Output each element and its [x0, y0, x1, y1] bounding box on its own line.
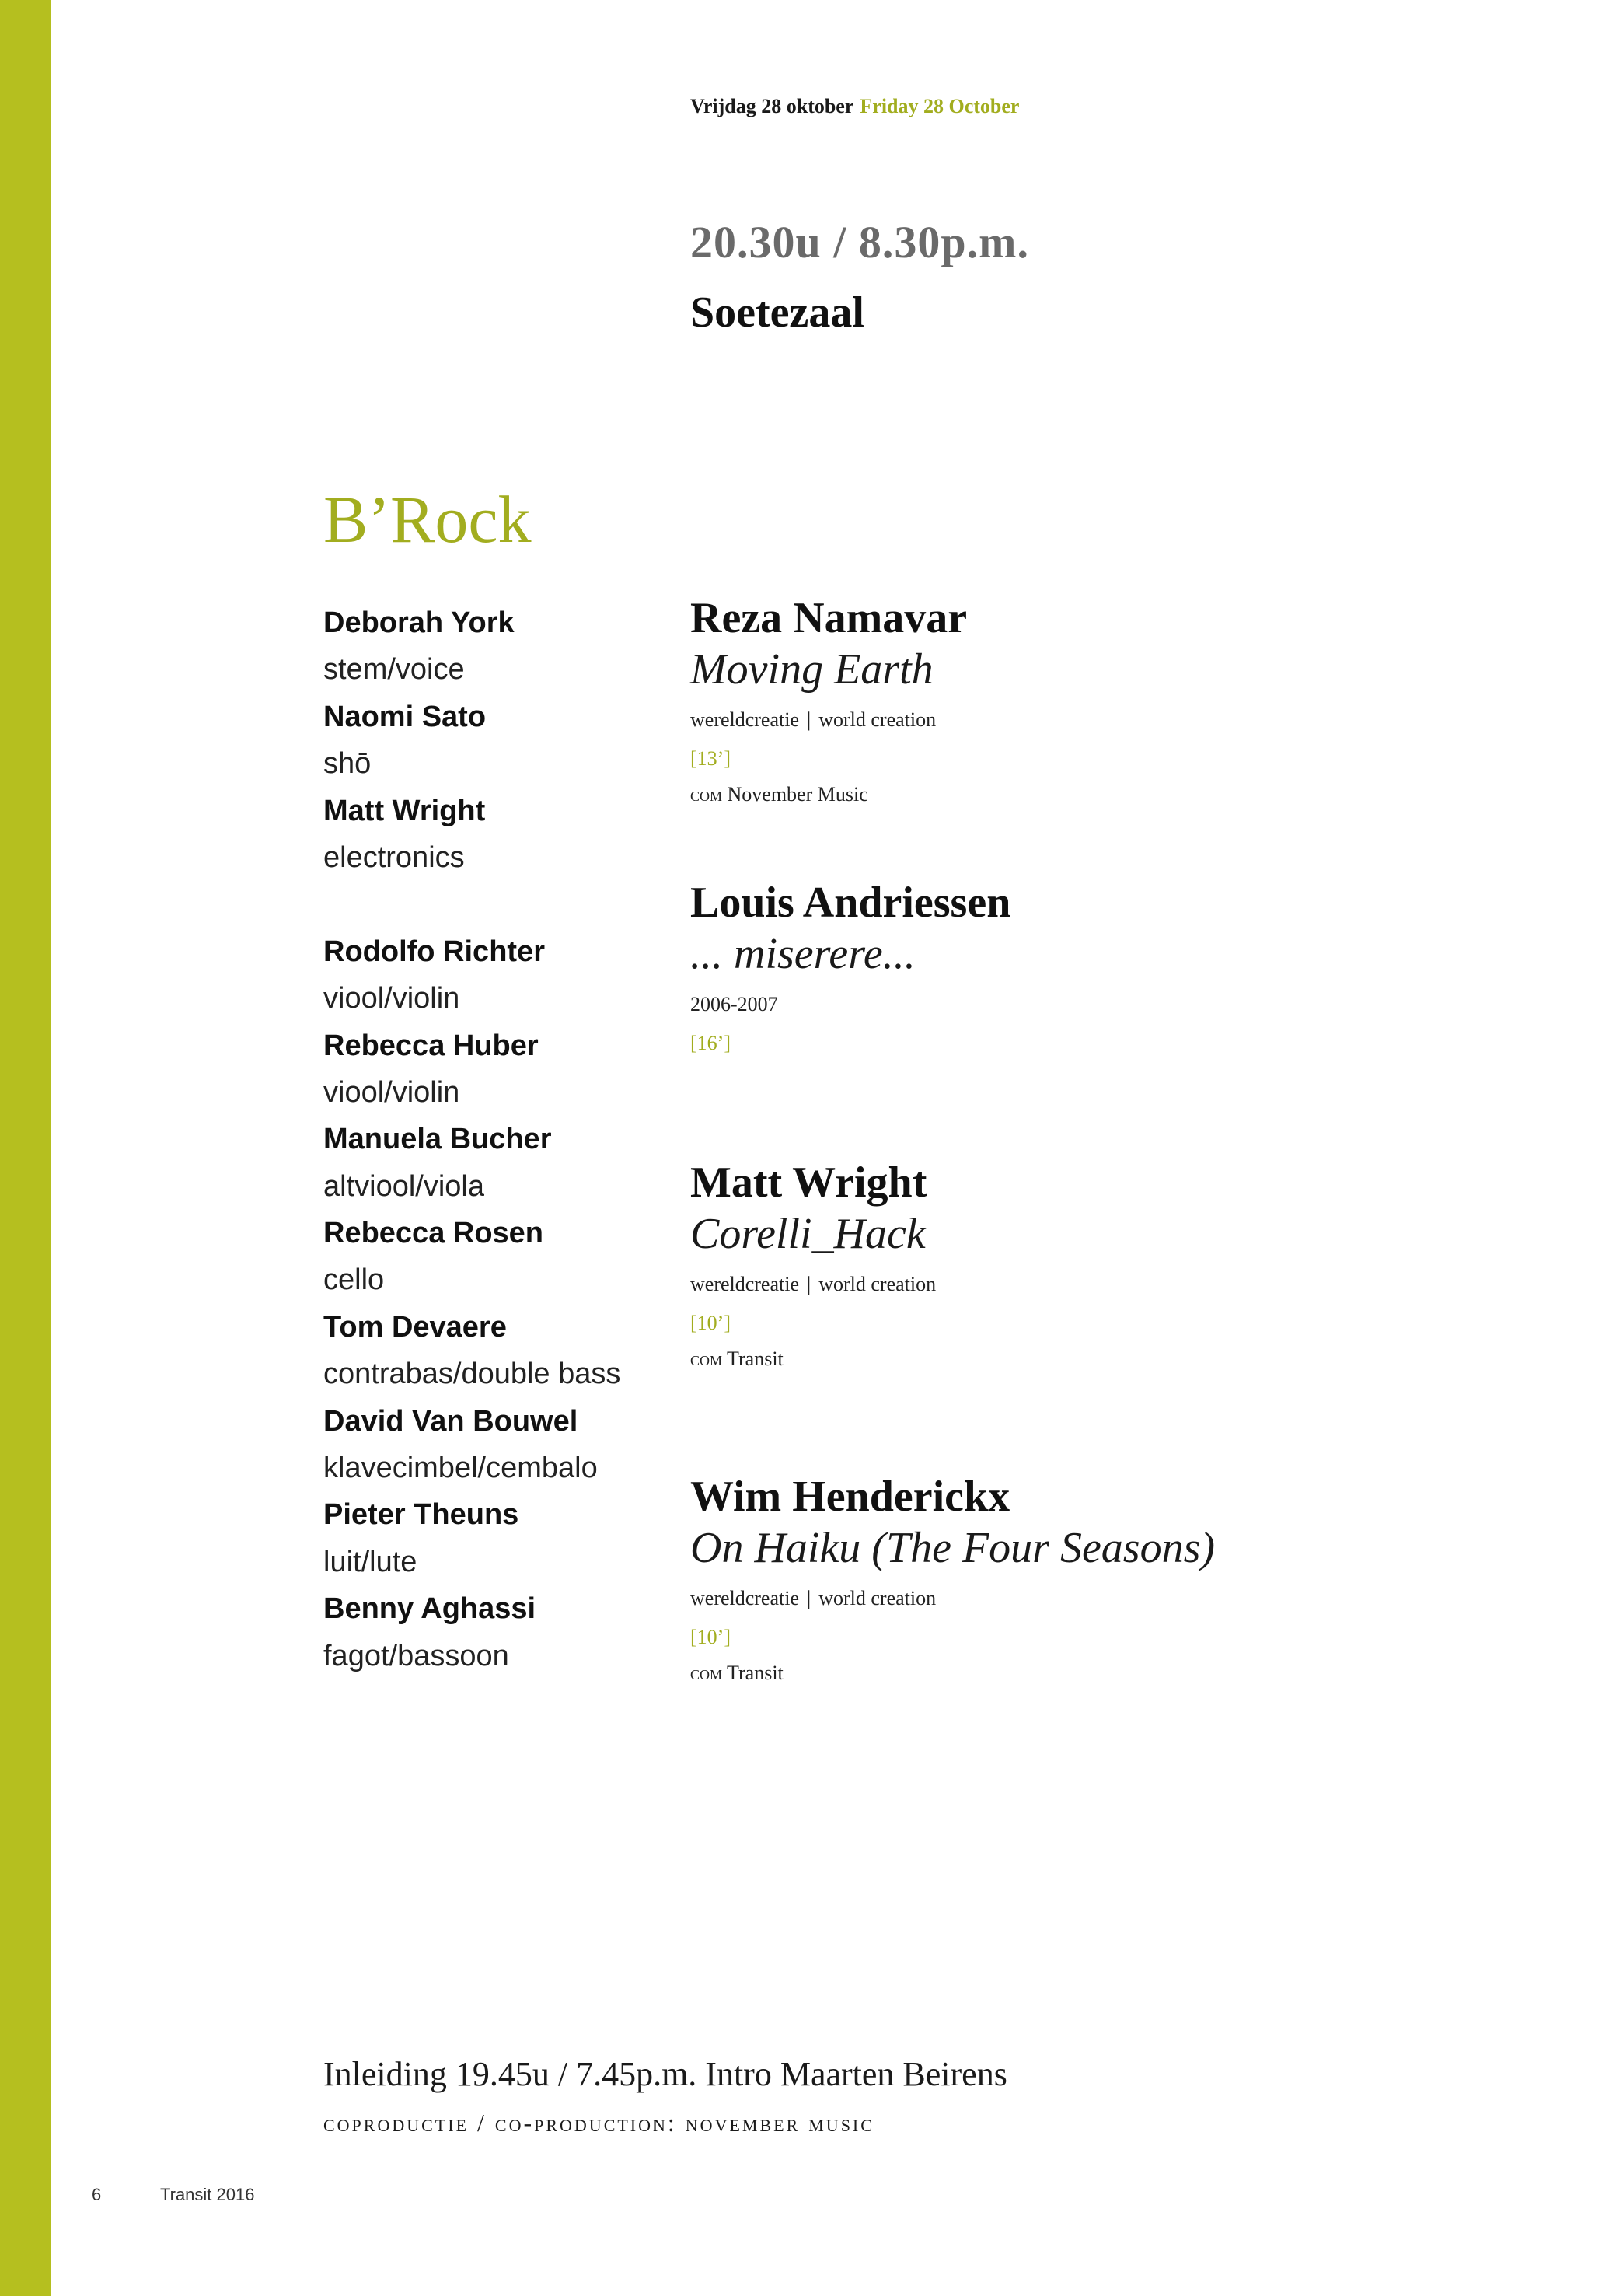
work-composer: Reza Namavar [690, 594, 968, 642]
performer-role: klavecimbel/cembalo [323, 1452, 598, 1485]
work-title: ... miserere... [690, 930, 916, 978]
work-commission [690, 1345, 936, 1373]
creation-dutch: wereldcreatie [690, 708, 800, 731]
commission-prefix: com [690, 783, 723, 806]
performer-role: contrabas/double bass [323, 1358, 621, 1391]
performer-name: Rodolfo Richter [323, 935, 545, 968]
date-line [690, 95, 1019, 118]
performer-role: altviool/viola [323, 1169, 484, 1203]
work-creation-note [690, 706, 967, 734]
venue-name: Soetezaal [690, 288, 864, 337]
creation-dutch: wereldcreatie [690, 1273, 800, 1295]
work-duration: [16’] [690, 1032, 731, 1054]
commission-name: November Music [727, 783, 868, 806]
intro-note: Inleiding 19.45u / 7.45p.m. Intro Maarten Beirens [323, 2055, 1007, 2093]
performer-list [323, 603, 658, 1683]
work-title: Moving Earth [690, 645, 934, 694]
performer-name: Rebecca Huber [323, 1029, 539, 1062]
work-wim-henderickx [690, 1471, 1215, 1687]
performer-role: luit/lute [323, 1545, 417, 1578]
performer-name: Benny Aghassi [323, 1592, 536, 1626]
performer-name: Rebecca Rosen [323, 1217, 544, 1250]
performer-name: Matt Wright [323, 794, 486, 827]
work-reza-namavar [690, 592, 967, 809]
date-english: Friday 28 October [860, 95, 1020, 117]
work-composer: Louis Andriessen [690, 879, 1011, 927]
work-title: Corelli_Hack [690, 1210, 926, 1258]
date-dutch: Vrijdag 28 oktober [690, 95, 854, 117]
accent-sidebar-bar [0, 0, 51, 2296]
commission-name: Transit [727, 1662, 784, 1684]
work-louis-andriessen [690, 877, 1010, 1057]
work-duration: [10’] [690, 1312, 731, 1334]
performer-role: electronics [323, 840, 465, 874]
work-title: On Haiku (The Four Seasons) [690, 1524, 1216, 1572]
creation-english: world creation [818, 1587, 937, 1609]
performer-role: fagot/bassoon [323, 1639, 509, 1672]
work-duration: [10’] [690, 1626, 731, 1648]
commission-name: Transit [727, 1347, 784, 1370]
work-duration: [13’] [690, 747, 731, 770]
performer-role: viool/violin [323, 982, 460, 1015]
performer-name: Naomi Sato [323, 700, 487, 733]
creation-dutch: wereldcreatie [690, 1587, 800, 1609]
performer-role: shō [323, 747, 372, 781]
work-matt-wright [690, 1157, 936, 1373]
creation-english: world creation [818, 708, 937, 731]
work-composer: Wim Henderickx [690, 1473, 1010, 1521]
performer-role: stem/voice [323, 653, 465, 687]
work-commission [690, 1659, 1215, 1687]
ensemble-name: B’Rock [323, 482, 532, 557]
performer-name: Pieter Theuns [323, 1498, 519, 1532]
separator: | [807, 708, 811, 731]
coproduction-note: coproductie / co-production: november music [323, 2109, 874, 2137]
performer-role: viool/violin [323, 1075, 460, 1109]
commission-prefix: com [690, 1662, 723, 1684]
publication-name: Transit 2016 [160, 2185, 255, 2204]
separator: | [807, 1587, 811, 1609]
performer-name: David Van Bouwel [323, 1404, 578, 1438]
performer-group-gap [323, 885, 658, 931]
performer-name: Deborah York [323, 606, 515, 639]
work-composer: Matt Wright [690, 1158, 927, 1207]
separator: | [807, 1273, 811, 1295]
performer-name: Manuela Bucher [323, 1123, 552, 1156]
creation-english: world creation [818, 1273, 937, 1295]
performer-name: Tom Devaere [323, 1310, 507, 1344]
page-number: 6 [92, 2185, 102, 2204]
commission-prefix: com [690, 1347, 723, 1370]
work-year: 2006-2007 [690, 993, 778, 1015]
concert-time: 20.30u / 8.30p.m. [690, 217, 1029, 267]
work-creation-note [690, 1270, 936, 1298]
performer-role: cello [323, 1263, 385, 1297]
work-commission [690, 781, 967, 809]
work-creation-note [690, 1585, 1215, 1613]
